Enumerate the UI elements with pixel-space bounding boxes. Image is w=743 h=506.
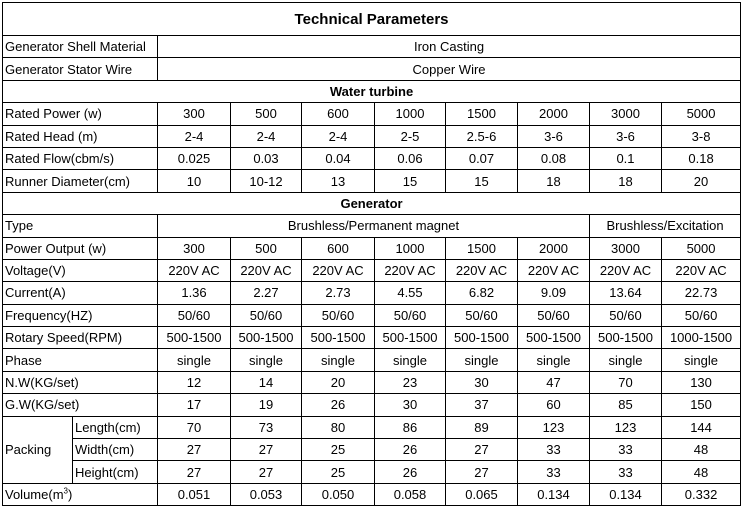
table-cell: 50/60 (158, 304, 231, 326)
packing-row (3, 439, 741, 461)
table-cell: 3-6 (518, 125, 590, 147)
table-cell: 23 (375, 371, 446, 393)
row-label: Power Output (w) (3, 237, 158, 259)
table-cell: single (446, 349, 518, 371)
table-cell: 73 (231, 416, 302, 438)
row-label: Height(cm) (73, 461, 158, 483)
row-label: Rated Power (w) (3, 103, 158, 125)
table-cell: 70 (158, 416, 231, 438)
table-cell: 14 (231, 371, 302, 393)
table-cell: 0.06 (375, 147, 446, 169)
table-cell: 13.64 (590, 282, 662, 304)
table-cell: 300 (158, 237, 231, 259)
table-cell: 50/60 (302, 304, 375, 326)
table-cell: 3000 (590, 237, 662, 259)
table-cell: 27 (231, 439, 302, 461)
packing-row (3, 461, 741, 483)
row-label: Current(A) (3, 282, 158, 304)
turbine-spec-row (3, 147, 741, 169)
table-cell: 220V AC (158, 259, 231, 281)
table-cell: 1.36 (158, 282, 231, 304)
table-cell: 220V AC (231, 259, 302, 281)
row-label: Length(cm) (73, 416, 158, 438)
table-cell: 220V AC (446, 259, 518, 281)
table-cell: 6.82 (446, 282, 518, 304)
row-label: Voltage(V) (3, 259, 158, 281)
table-cell: 27 (158, 461, 231, 483)
table-cell: 27 (446, 461, 518, 483)
table-cell: 500-1500 (590, 327, 662, 349)
row-label: Rated Head (m) (3, 125, 158, 147)
turbine-spec-row (3, 125, 741, 147)
table-cell: 1500 (446, 103, 518, 125)
row-label (3, 483, 158, 505)
table-cell: 89 (446, 416, 518, 438)
table-cell: 18 (518, 170, 590, 192)
table-cell: 500-1500 (231, 327, 302, 349)
section-heading-generator: Generator (3, 192, 741, 214)
row-label: G.W(KG/set) (3, 394, 158, 416)
generator-spec-row (3, 349, 741, 371)
table-cell: 9.09 (518, 282, 590, 304)
table-cell: 33 (518, 461, 590, 483)
table-cell: 0.134 (518, 483, 590, 505)
table-cell: 500-1500 (375, 327, 446, 349)
table-cell: 50/60 (231, 304, 302, 326)
table-cell: 27 (158, 439, 231, 461)
volume-label-end: ) (67, 487, 73, 502)
generator-spec-row (3, 282, 741, 304)
row-label: Generator Shell Material (3, 36, 158, 58)
table-cell: 0.058 (375, 483, 446, 505)
table-cell: 3-8 (662, 125, 741, 147)
row-label: Frequency(HZ) (3, 304, 158, 326)
table-cell: 20 (302, 371, 375, 393)
table-cell: 0.051 (158, 483, 231, 505)
table-cell: 4.55 (375, 282, 446, 304)
table-cell: single (158, 349, 231, 371)
table-cell: 220V AC (302, 259, 375, 281)
table-cell: 3000 (590, 103, 662, 125)
table-cell: 300 (158, 103, 231, 125)
table-cell: 0.050 (302, 483, 375, 505)
stator-wire-row (3, 58, 741, 80)
table-cell: 27 (231, 461, 302, 483)
table-cell: single (375, 349, 446, 371)
table-cell: 220V AC (590, 259, 662, 281)
type-permanent-magnet: Brushless/Permanent magnet (158, 215, 590, 237)
table-cell: 13 (302, 170, 375, 192)
generator-heading-row (3, 192, 741, 214)
table-cell: 220V AC (662, 259, 741, 281)
table-cell: 17 (158, 394, 231, 416)
shell-material-row (3, 36, 741, 58)
turbine-spec-row (3, 103, 741, 125)
title-row (3, 3, 741, 36)
table-cell: 37 (446, 394, 518, 416)
table-cell: single (518, 349, 590, 371)
table-cell: 80 (302, 416, 375, 438)
table-cell: 0.08 (518, 147, 590, 169)
table-cell: 2.5-6 (446, 125, 518, 147)
generator-spec-row (3, 394, 741, 416)
table-cell: 2-4 (158, 125, 231, 147)
table-cell: 5000 (662, 103, 741, 125)
table-cell: 0.1 (590, 147, 662, 169)
table-cell: 25 (302, 461, 375, 483)
table-cell: 27 (446, 439, 518, 461)
table-cell: 2000 (518, 103, 590, 125)
row-label: Rotary Speed(RPM) (3, 327, 158, 349)
table-cell: 0.134 (590, 483, 662, 505)
table-title: Technical Parameters (3, 3, 741, 36)
table-cell: 144 (662, 416, 741, 438)
table-cell: 5000 (662, 237, 741, 259)
technical-parameters-table (2, 2, 741, 506)
volume-label-text: Volume(m (5, 487, 64, 502)
table-cell: 33 (590, 461, 662, 483)
table-cell: 1000-1500 (662, 327, 741, 349)
table-cell: single (662, 349, 741, 371)
table-cell: 33 (518, 439, 590, 461)
table-cell: 22.73 (662, 282, 741, 304)
table-cell: 0.07 (446, 147, 518, 169)
row-label: Generator Stator Wire (3, 58, 158, 80)
table-cell: 50/60 (446, 304, 518, 326)
water-turbine-heading-row (3, 80, 741, 102)
table-cell: 19 (231, 394, 302, 416)
table-cell: 600 (302, 103, 375, 125)
table-cell: 1000 (375, 237, 446, 259)
table-cell: 10 (158, 170, 231, 192)
table-cell: 130 (662, 371, 741, 393)
table-cell: 500-1500 (158, 327, 231, 349)
table-cell: 2-5 (375, 125, 446, 147)
table-cell: 50/60 (662, 304, 741, 326)
table-cell: 220V AC (375, 259, 446, 281)
row-label: N.W(KG/set) (3, 371, 158, 393)
table-cell: 0.04 (302, 147, 375, 169)
table-cell: 86 (375, 416, 446, 438)
row-label: Width(cm) (73, 439, 158, 461)
table-cell: 0.03 (231, 147, 302, 169)
table-cell: 2000 (518, 237, 590, 259)
table-cell: 25 (302, 439, 375, 461)
table-cell: 12 (158, 371, 231, 393)
table-cell: 15 (375, 170, 446, 192)
table-cell: 123 (518, 416, 590, 438)
type-excitation: Brushless/Excitation (590, 215, 741, 237)
table-cell: 26 (375, 461, 446, 483)
volume-row (3, 483, 741, 505)
table-cell: 50/60 (375, 304, 446, 326)
table-cell: 1500 (446, 237, 518, 259)
table-cell: 600 (302, 237, 375, 259)
generator-spec-row (3, 304, 741, 326)
table-cell: 26 (375, 439, 446, 461)
table-cell: 60 (518, 394, 590, 416)
table-cell: 1000 (375, 103, 446, 125)
table-cell: single (302, 349, 375, 371)
table-cell: 15 (446, 170, 518, 192)
packing-row (3, 416, 741, 438)
table-cell: 48 (662, 439, 741, 461)
table-cell: single (231, 349, 302, 371)
row-value: Copper Wire (158, 58, 741, 80)
table-cell: 50/60 (590, 304, 662, 326)
row-label: Type (3, 215, 158, 237)
table-cell: 500-1500 (302, 327, 375, 349)
row-value: Iron Casting (158, 36, 741, 58)
row-label: Runner Diameter(cm) (3, 170, 158, 192)
table-cell: single (590, 349, 662, 371)
table-cell: 20 (662, 170, 741, 192)
table-cell: 3-6 (590, 125, 662, 147)
volume-unit-superscript: 3 (63, 486, 68, 496)
table-cell: 48 (662, 461, 741, 483)
table-cell: 0.053 (231, 483, 302, 505)
table-cell: 70 (590, 371, 662, 393)
table-cell: 2-4 (231, 125, 302, 147)
table-cell: 500-1500 (446, 327, 518, 349)
generator-type-row (3, 215, 741, 237)
table-cell: 150 (662, 394, 741, 416)
table-cell: 85 (590, 394, 662, 416)
packing-label: Packing (3, 416, 73, 483)
row-label: Rated Flow(cbm/s) (3, 147, 158, 169)
table-cell: 2.73 (302, 282, 375, 304)
table-cell: 500 (231, 237, 302, 259)
table-cell: 0.332 (662, 483, 741, 505)
turbine-spec-row (3, 170, 741, 192)
table-cell: 33 (590, 439, 662, 461)
table-cell: 50/60 (518, 304, 590, 326)
table-cell: 0.025 (158, 147, 231, 169)
row-label: Phase (3, 349, 158, 371)
table-cell: 0.065 (446, 483, 518, 505)
table-cell: 500-1500 (518, 327, 590, 349)
generator-spec-row (3, 237, 741, 259)
table-cell: 10-12 (231, 170, 302, 192)
table-cell: 47 (518, 371, 590, 393)
table-cell: 18 (590, 170, 662, 192)
table-cell: 220V AC (518, 259, 590, 281)
generator-spec-row (3, 327, 741, 349)
table-cell: 500 (231, 103, 302, 125)
table-cell: 0.18 (662, 147, 741, 169)
table-cell: 2.27 (231, 282, 302, 304)
table-cell: 26 (302, 394, 375, 416)
section-heading-water-turbine: Water turbine (3, 80, 741, 102)
generator-spec-row (3, 259, 741, 281)
table-cell: 2-4 (302, 125, 375, 147)
table-cell: 30 (375, 394, 446, 416)
generator-spec-row (3, 371, 741, 393)
table-cell: 30 (446, 371, 518, 393)
table-cell: 123 (590, 416, 662, 438)
